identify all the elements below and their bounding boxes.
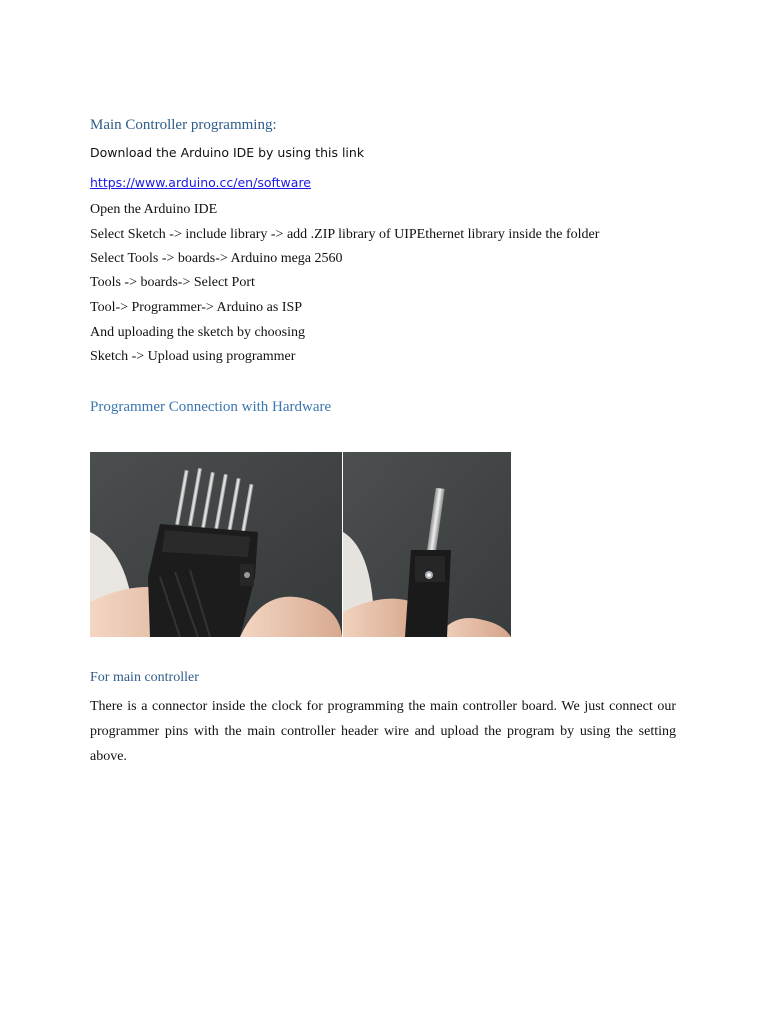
step-programmer: Tool-> Programmer-> Arduino as ISP	[90, 300, 303, 315]
arduino-software-link[interactable]: https://www.arduino.cc/en/software	[90, 175, 311, 190]
programmer-pins-photo	[90, 452, 342, 637]
step-include-library: Select Sketch -> include library -> add .ZIP library of UIPEthernet library inside the folder	[90, 227, 600, 242]
step-upload-using-programmer: Sketch -> Upload using programmer	[90, 349, 296, 364]
step-select-board: Select Tools -> boards-> Arduino mega 2560	[90, 251, 343, 266]
for-main-controller-paragraph: There is a connector inside the clock for programming the main controller board. We just connect our programmer pins with the main controller header wire and upload the program by using the setting above.	[90, 699, 676, 764]
step-open-ide: Open the Arduino IDE	[90, 202, 218, 217]
download-instruction: Download the Arduino IDE by using this link	[90, 145, 365, 160]
step-upload-intro: And uploading the sketch by choosing	[90, 325, 306, 340]
single-pin-connector-photo	[343, 452, 511, 637]
single-pin-illustration	[343, 452, 511, 637]
arduino-software-link-line	[90, 175, 311, 190]
step-select-port: Tools -> boards-> Select Port	[90, 275, 255, 290]
for-main-controller-heading: For main controller	[90, 670, 199, 685]
programmer-pins-illustration	[90, 452, 342, 637]
main-controller-heading: Main Controller programming:	[90, 117, 277, 133]
programmer-connection-heading: Programmer Connection with Hardware	[90, 399, 332, 415]
